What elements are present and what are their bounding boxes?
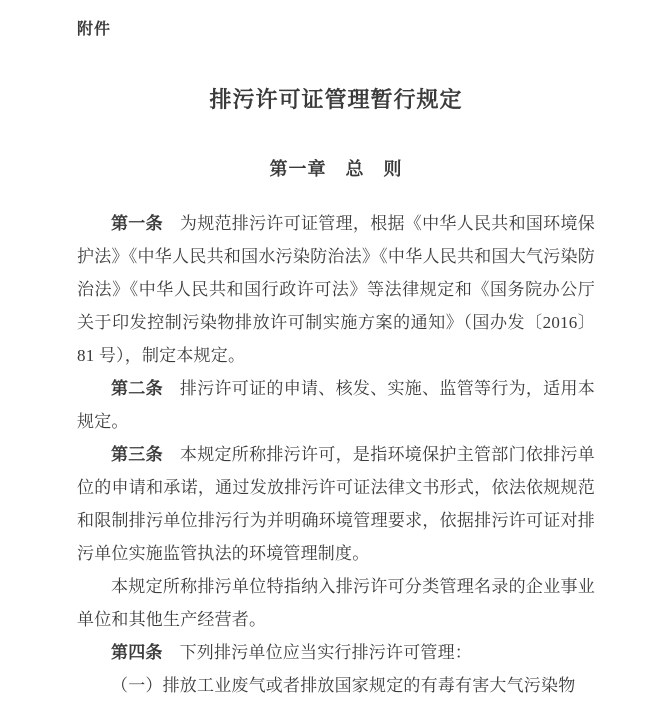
article-4-number: 第四条 [111,643,163,662]
paragraph-article-4-item-1 [77,669,595,702]
article-3-text: 本规定所称排污许可，是指环境保护主管部门依排污单位的申请和承诺，通过发放排污许可证法律文书形式，依法依规规范和限制排污单位排污行为并明确环境管理要求，依据排污许可证对排污单位实施监管执法的环境管理制度。 [77,445,595,563]
paragraph-article-1 [77,207,595,372]
article-1-text: 为规范排污许可证管理，根据《中华人民共和国环境保护法》《中华人民共和国水污染防治法》《中华人民共和国大气污染防治法》《中华人民共和国行政许可法》等法律规定和《国务院办公厅关于印发控制污染物排放许可制实施方案的通知》（国办发〔2016〕81 号），制定本规定。 [77,214,595,365]
document-title: 排污许可证管理暂行规定 [209,87,463,112]
article-3-number: 第三条 [111,445,163,464]
document-body [77,207,595,702]
chapter-heading: 第一章 总 则 [269,159,403,179]
article-3-supplement-text: 本规定所称排污单位特指纳入排污许可分类管理名录的企业事业单位和其他生产经营者。 [77,577,595,629]
attachment-label: 附件 [77,21,112,38]
paragraph-article-3 [77,438,595,570]
article-1-number: 第一条 [111,214,163,233]
article-2-number: 第二条 [111,379,163,398]
paragraph-article-3-supplement [77,570,595,636]
article-2-text: 排污许可证的申请、核发、实施、监管等行为，适用本规定。 [77,379,595,431]
article-4-item-1-text: （一）排放工业废气或者排放国家规定的有毒有害大气污染物 [111,676,576,695]
paragraph-article-2 [77,372,595,438]
paragraph-article-4 [77,636,595,669]
article-4-text: 下列排污单位应当实行排污许可管理： [179,643,473,662]
